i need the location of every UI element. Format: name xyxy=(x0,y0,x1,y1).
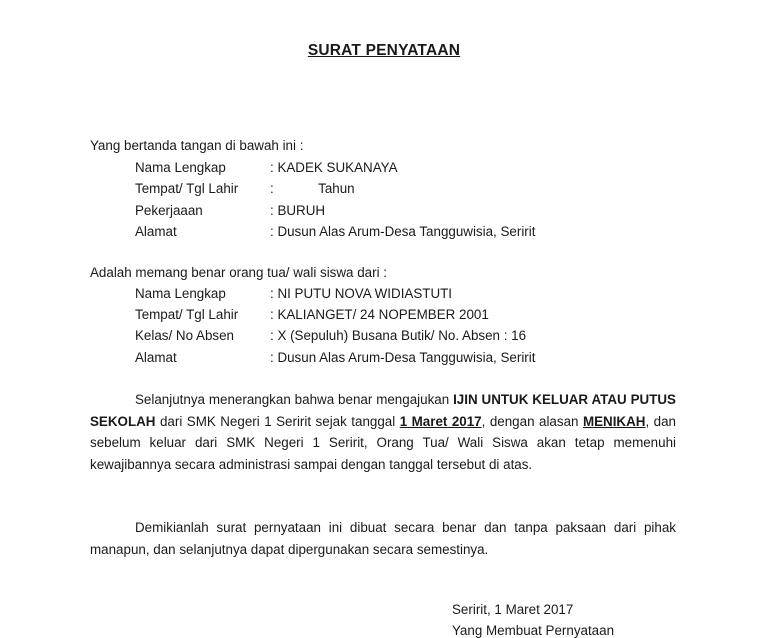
statement-paragraph: Selanjutnya menerangkan bahwa benar mengajukan IJIN UNTUK KELUAR ATAU PUTUS SEKOLAH dari SMK Negeri 1 Seririt sejak tanggal 1 Maret 2017, dengan alasan MENIKAH, dan sebelum keluar dari SMK Negeri 1 Seririt, Orang Tua/ Wali Siswa akan tetap memenuhi kewajibannya secara administrasi sampai dengan tanggal tersebut di atas. xyxy=(90,392,676,472)
place-date: Seririt, 1 Maret 2017 xyxy=(452,602,574,617)
field-value: : NI PUTU NOVA WIDIASTUTI xyxy=(270,286,453,301)
effective-date: 1 Maret 2017 xyxy=(399,413,482,429)
field-value: : Dusun Alas Arum-Desa Tangguwisia, Seririt xyxy=(270,224,536,239)
field-value: : X (Sepuluh) Busana Butik/ No. Absen : 16 xyxy=(270,328,527,343)
intro-parent: Yang bertanda tangan di bawah ini : xyxy=(90,138,304,153)
field-label: Alamat xyxy=(135,224,177,239)
field-value: : KALIANGET/ 24 NOPEMBER 2001 xyxy=(270,307,489,322)
field-label: Nama Lengkap xyxy=(135,160,226,175)
field-label: Nama Lengkap xyxy=(135,286,226,301)
request-type: IJIN UNTUK KELUAR ATAU PUTUS SEKOLAH xyxy=(90,392,676,429)
intro-student: Adalah memang benar orang tua/ wali siswa dari : xyxy=(90,265,387,280)
field-value: : BURUH xyxy=(270,203,326,218)
field-label: Alamat xyxy=(135,350,177,365)
field-value: : KADEK SUKANAYA xyxy=(270,160,398,175)
reason: MENIKAH xyxy=(582,413,646,429)
field-value: : Dusun Alas Arum-Desa Tangguwisia, Seririt xyxy=(270,350,536,365)
closing-paragraph: Demikianlah surat pernyataan ini dibuat secara benar dan tanpa paksaan dari pihak manapun, dan selanjutnya dapat dipergunakan secara semestinya. xyxy=(90,520,676,557)
document-title: SURAT PENYATAAN xyxy=(307,42,461,59)
field-label: Tempat/ Tgl Lahir xyxy=(135,307,239,322)
field-value: : Tahun xyxy=(270,181,355,196)
field-label: Kelas/ No Absen xyxy=(135,328,235,343)
signer-label: Yang Membuat Pernyataan xyxy=(452,623,615,638)
field-label: Tempat/ Tgl Lahir xyxy=(135,181,239,196)
field-label: Pekerjaaan xyxy=(135,203,203,218)
